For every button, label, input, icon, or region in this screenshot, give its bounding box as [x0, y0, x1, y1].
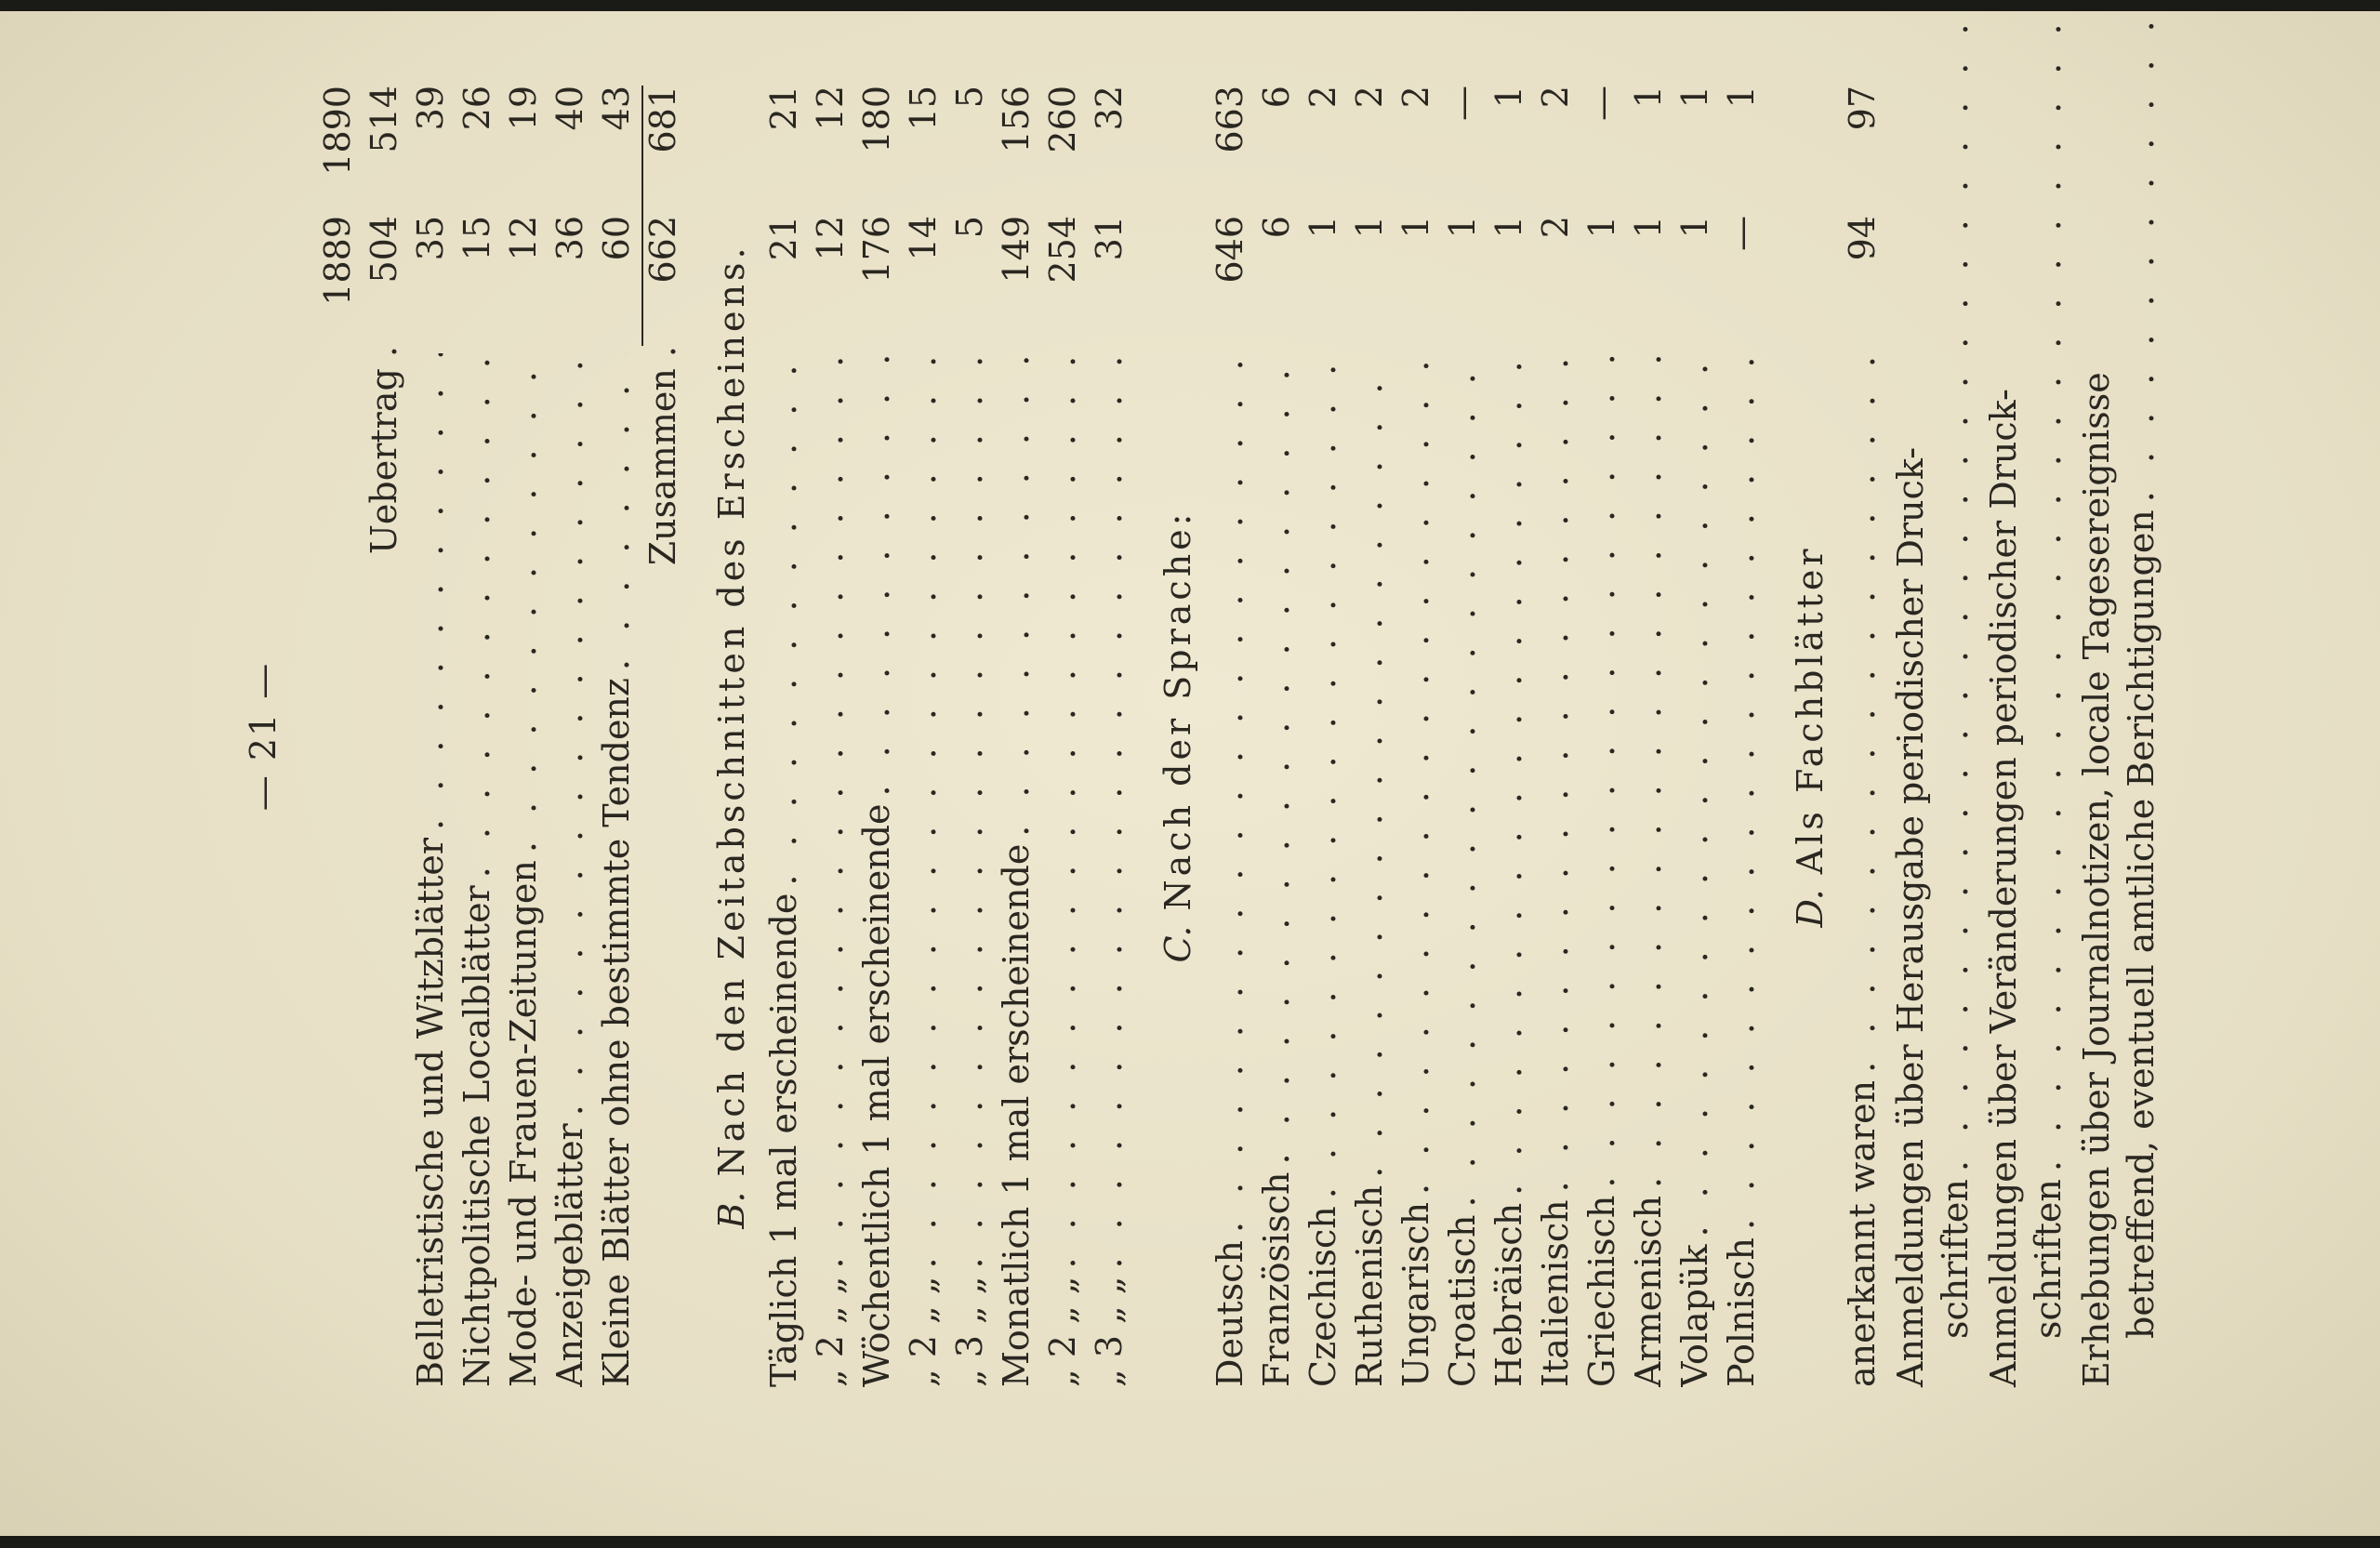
- type-value-1890: 39: [410, 86, 451, 131]
- page-number: — 21 —: [243, 661, 284, 812]
- language-label: Ruthenisch: [1349, 1184, 1390, 1387]
- frequency-label: „ 2 „ „: [903, 1276, 944, 1387]
- frequency-table: [762, 86, 1134, 1387]
- frequency-label: Täglich 1 mal erscheinende: [763, 893, 804, 1387]
- language-label: Armenisch: [1628, 1195, 1669, 1387]
- trade-label-line1: Anmeldungen über Veränderungen periodischer Druck-: [1983, 389, 2024, 1387]
- year-header: [316, 86, 363, 1387]
- section-c-heading: [1147, 86, 1209, 1387]
- language-value-1889: —: [1721, 216, 1762, 251]
- language-label: Polnisch: [1721, 1237, 1762, 1387]
- type-row: [456, 86, 502, 1387]
- type-value-1889: 60: [596, 216, 637, 261]
- leader-dots: [2120, 0, 2162, 502]
- type-label: Mode- und Frauen-Zeitungen: [503, 860, 544, 1387]
- trade-label-line2: betreffend, eventuell amtliche Berichtigungen: [2121, 509, 2162, 1339]
- frequency-value-1889: 21: [763, 216, 804, 261]
- frequency-value-1890: 21: [763, 86, 804, 131]
- type-value-1890: 43: [596, 86, 637, 131]
- leader-dots: [1395, 353, 1437, 1195]
- type-row: [549, 86, 595, 1387]
- frequency-value-1890: 156: [996, 86, 1037, 153]
- frequency-row: [809, 86, 855, 1387]
- leader-dots: [549, 353, 591, 1116]
- frequency-value-1890: 260: [1042, 86, 1083, 153]
- language-value-1889: 1: [1349, 216, 1390, 239]
- section-c-letter: C.: [1157, 925, 1198, 963]
- total-label: Zusammen: [642, 368, 683, 566]
- frequency-value-1890: 180: [856, 86, 897, 153]
- type-row: [595, 86, 641, 1387]
- section-d-heading: [1779, 86, 1841, 1387]
- frequency-value-1890: 12: [810, 86, 851, 131]
- frequency-row: [902, 86, 948, 1387]
- leader-dots: [409, 353, 452, 830]
- leader-dots: [809, 353, 852, 1269]
- section-d-title: Als Fachblätter: [1790, 545, 1831, 875]
- type-label: Kleine Blätter ohne bestimmte Tendenz: [596, 678, 637, 1387]
- leader-dots: [1934, 0, 1977, 1171]
- leader-dots: [1534, 353, 1577, 1192]
- section-d-letter: D.: [1790, 889, 1831, 928]
- frequency-label: „ 3 „ „: [949, 1276, 990, 1387]
- type-label: Belletristische und Witzblätter: [410, 837, 451, 1387]
- type-label: Nichtpolitische Localblätter: [456, 885, 497, 1387]
- frequency-value-1889: 176: [856, 216, 897, 284]
- carry-1890: 514: [364, 86, 404, 153]
- type-label: Anzeigeblätter: [549, 1123, 590, 1387]
- leader-dots: [1441, 353, 1484, 1208]
- language-row: [1534, 86, 1580, 1387]
- leader-dots: [1720, 353, 1763, 1230]
- trade-value-1890: 97: [1842, 86, 1883, 131]
- leader-dots: [595, 353, 638, 670]
- type-value-1890: 40: [549, 86, 590, 131]
- language-row: [1720, 86, 1766, 1387]
- language-value-1890: —: [1442, 86, 1483, 121]
- language-value-1889: 2: [1535, 216, 1576, 239]
- language-value-1890: 663: [1210, 86, 1250, 153]
- leader-dots: [456, 353, 498, 878]
- leader-dots: [1088, 353, 1130, 1269]
- language-value-1889: 1: [1395, 216, 1436, 239]
- language-value-1889: 1: [1442, 216, 1483, 239]
- type-value-1890: 19: [503, 86, 544, 131]
- language-value-1890: 1: [1628, 86, 1669, 109]
- type-table: [409, 86, 641, 1387]
- language-label: Croatisch: [1442, 1214, 1483, 1387]
- language-row: [1580, 86, 1627, 1387]
- language-row: [1627, 86, 1673, 1387]
- language-label: Griechisch: [1581, 1195, 1622, 1387]
- carry-row: Uebertrag . 504 514: [364, 86, 404, 555]
- frequency-row: [762, 86, 809, 1387]
- leader-dots: [502, 353, 545, 853]
- trade-entry: [2073, 86, 2166, 1387]
- frequency-label: „ 2 „ „: [1042, 1276, 1083, 1387]
- language-value-1890: 2: [1302, 86, 1343, 109]
- type-row: [502, 86, 549, 1387]
- frequency-value-1890: 32: [1089, 86, 1130, 131]
- leader-dots: [995, 353, 1038, 837]
- type-value-1889: 15: [456, 216, 497, 261]
- scanned-page-background: [0, 11, 2380, 1536]
- language-label: Volapük: [1674, 1244, 1715, 1387]
- leader-dots: [902, 353, 945, 1269]
- leader-dots: [1841, 353, 1884, 1073]
- section-b-letter: B.: [711, 1191, 752, 1229]
- type-value-1889: 12: [503, 216, 544, 261]
- language-row: [1209, 86, 1255, 1387]
- language-value-1890: 2: [1349, 86, 1390, 109]
- frequency-label: Monatlich 1 mal erscheinende: [996, 843, 1037, 1387]
- language-label: Italienisch: [1535, 1199, 1576, 1387]
- leader-dots: [1488, 353, 1530, 1196]
- language-value-1890: 1: [1674, 86, 1715, 109]
- language-value-1890: —: [1581, 86, 1622, 121]
- trade-label-line1: anerkannt waren: [1842, 1079, 1883, 1387]
- frequency-label: „ 3 „ „: [1089, 1276, 1130, 1387]
- language-value-1890: 2: [1535, 86, 1576, 109]
- frequency-row: [855, 86, 902, 1387]
- frequency-row: [1041, 86, 1088, 1387]
- language-row: [1302, 86, 1348, 1387]
- language-row: [1348, 86, 1395, 1387]
- year-1890: 1890: [317, 86, 358, 176]
- language-label: Czechisch: [1302, 1206, 1343, 1387]
- year-1889: 1889: [317, 216, 358, 306]
- leader-dots: [1302, 353, 1344, 1198]
- total-1889: 662: [642, 216, 683, 284]
- leader-dots: [1348, 353, 1391, 1178]
- frequency-row: [995, 86, 1041, 1387]
- total-row: Zusammen . 662 681: [642, 86, 683, 566]
- language-label: Hebräisch: [1488, 1202, 1529, 1387]
- frequency-value-1889: 254: [1042, 216, 1083, 284]
- carry-label: Uebertrag: [364, 368, 404, 555]
- trade-label-line2: schriften: [1935, 1179, 1976, 1339]
- leader-dots: [762, 353, 805, 886]
- language-table: [1209, 86, 1766, 1387]
- frequency-value-1889: 5: [949, 216, 990, 239]
- total-1890: 681: [642, 86, 683, 153]
- leader-dots: [2027, 0, 2069, 1171]
- language-row: [1441, 86, 1488, 1387]
- language-value-1889: 1: [1302, 216, 1343, 239]
- frequency-value-1889: 12: [810, 216, 851, 261]
- type-value-1889: 36: [549, 216, 590, 261]
- language-value-1889: 1: [1674, 216, 1715, 239]
- leader-dots: [1580, 353, 1623, 1188]
- type-value-1890: 26: [456, 86, 497, 131]
- trade-table: [1841, 86, 2166, 1387]
- language-label: Französisch: [1256, 1171, 1297, 1387]
- frequency-row: [1088, 86, 1134, 1387]
- leader-dots: [1255, 353, 1298, 1165]
- language-label: Ungarisch: [1395, 1201, 1436, 1387]
- frequency-value-1889: 149: [996, 216, 1037, 284]
- leader-dots: [948, 353, 991, 1269]
- language-row: [1255, 86, 1302, 1387]
- frequency-value-1889: 14: [903, 216, 944, 261]
- section-b-heading: [701, 86, 762, 1387]
- language-row: [1488, 86, 1534, 1387]
- trade-label-line1: Erhebungen über Journalnotizen, locale Tagesereignisse: [2076, 372, 2117, 1387]
- frequency-label: „ 2 „ „: [810, 1276, 851, 1387]
- leader-dots: [1627, 353, 1670, 1188]
- leader-dots: [855, 353, 898, 797]
- trade-value-1889: 94: [1842, 216, 1883, 261]
- language-row: [1673, 86, 1720, 1387]
- leader-dots: [1041, 353, 1084, 1269]
- language-label: Deutsch: [1210, 1240, 1250, 1387]
- language-row: [1395, 86, 1441, 1387]
- frequency-label: Wöchentlich 1 mal erscheinende: [856, 803, 897, 1387]
- leader-dots: [1673, 353, 1716, 1237]
- language-value-1890: 1: [1488, 86, 1529, 109]
- section-b-title: Nach den Zeitabschnitten des Erscheinens.: [711, 244, 752, 1177]
- frequency-row: [948, 86, 995, 1387]
- language-value-1889: 1: [1628, 216, 1669, 239]
- language-value-1889: 646: [1210, 216, 1250, 284]
- trade-entry: [1887, 86, 1980, 1387]
- language-value-1889: 1: [1581, 216, 1622, 239]
- language-value-1890: 6: [1256, 86, 1297, 109]
- language-value-1889: 1: [1488, 216, 1529, 239]
- trade-label-line1: Anmeldungen über Herausgabe periodischer Druck-: [1890, 446, 1931, 1387]
- leader-dots: [1209, 353, 1251, 1233]
- page-content: [223, 86, 2162, 1387]
- section-c-title: Nach der Sprache:: [1157, 509, 1198, 911]
- frequency-value-1889: 31: [1089, 216, 1130, 261]
- frequency-value-1890: 5: [949, 86, 990, 109]
- type-value-1889: 35: [410, 216, 451, 261]
- trade-entry: [1980, 86, 2073, 1387]
- language-value-1890: 1: [1721, 86, 1762, 109]
- frequency-value-1890: 15: [903, 86, 944, 131]
- trade-entry: [1841, 86, 1887, 1387]
- type-row: [409, 86, 456, 1387]
- language-value-1889: 6: [1256, 216, 1297, 239]
- carry-1889: 504: [364, 216, 404, 284]
- trade-label-line2: schriften: [2028, 1179, 2069, 1339]
- language-value-1890: 2: [1395, 86, 1436, 109]
